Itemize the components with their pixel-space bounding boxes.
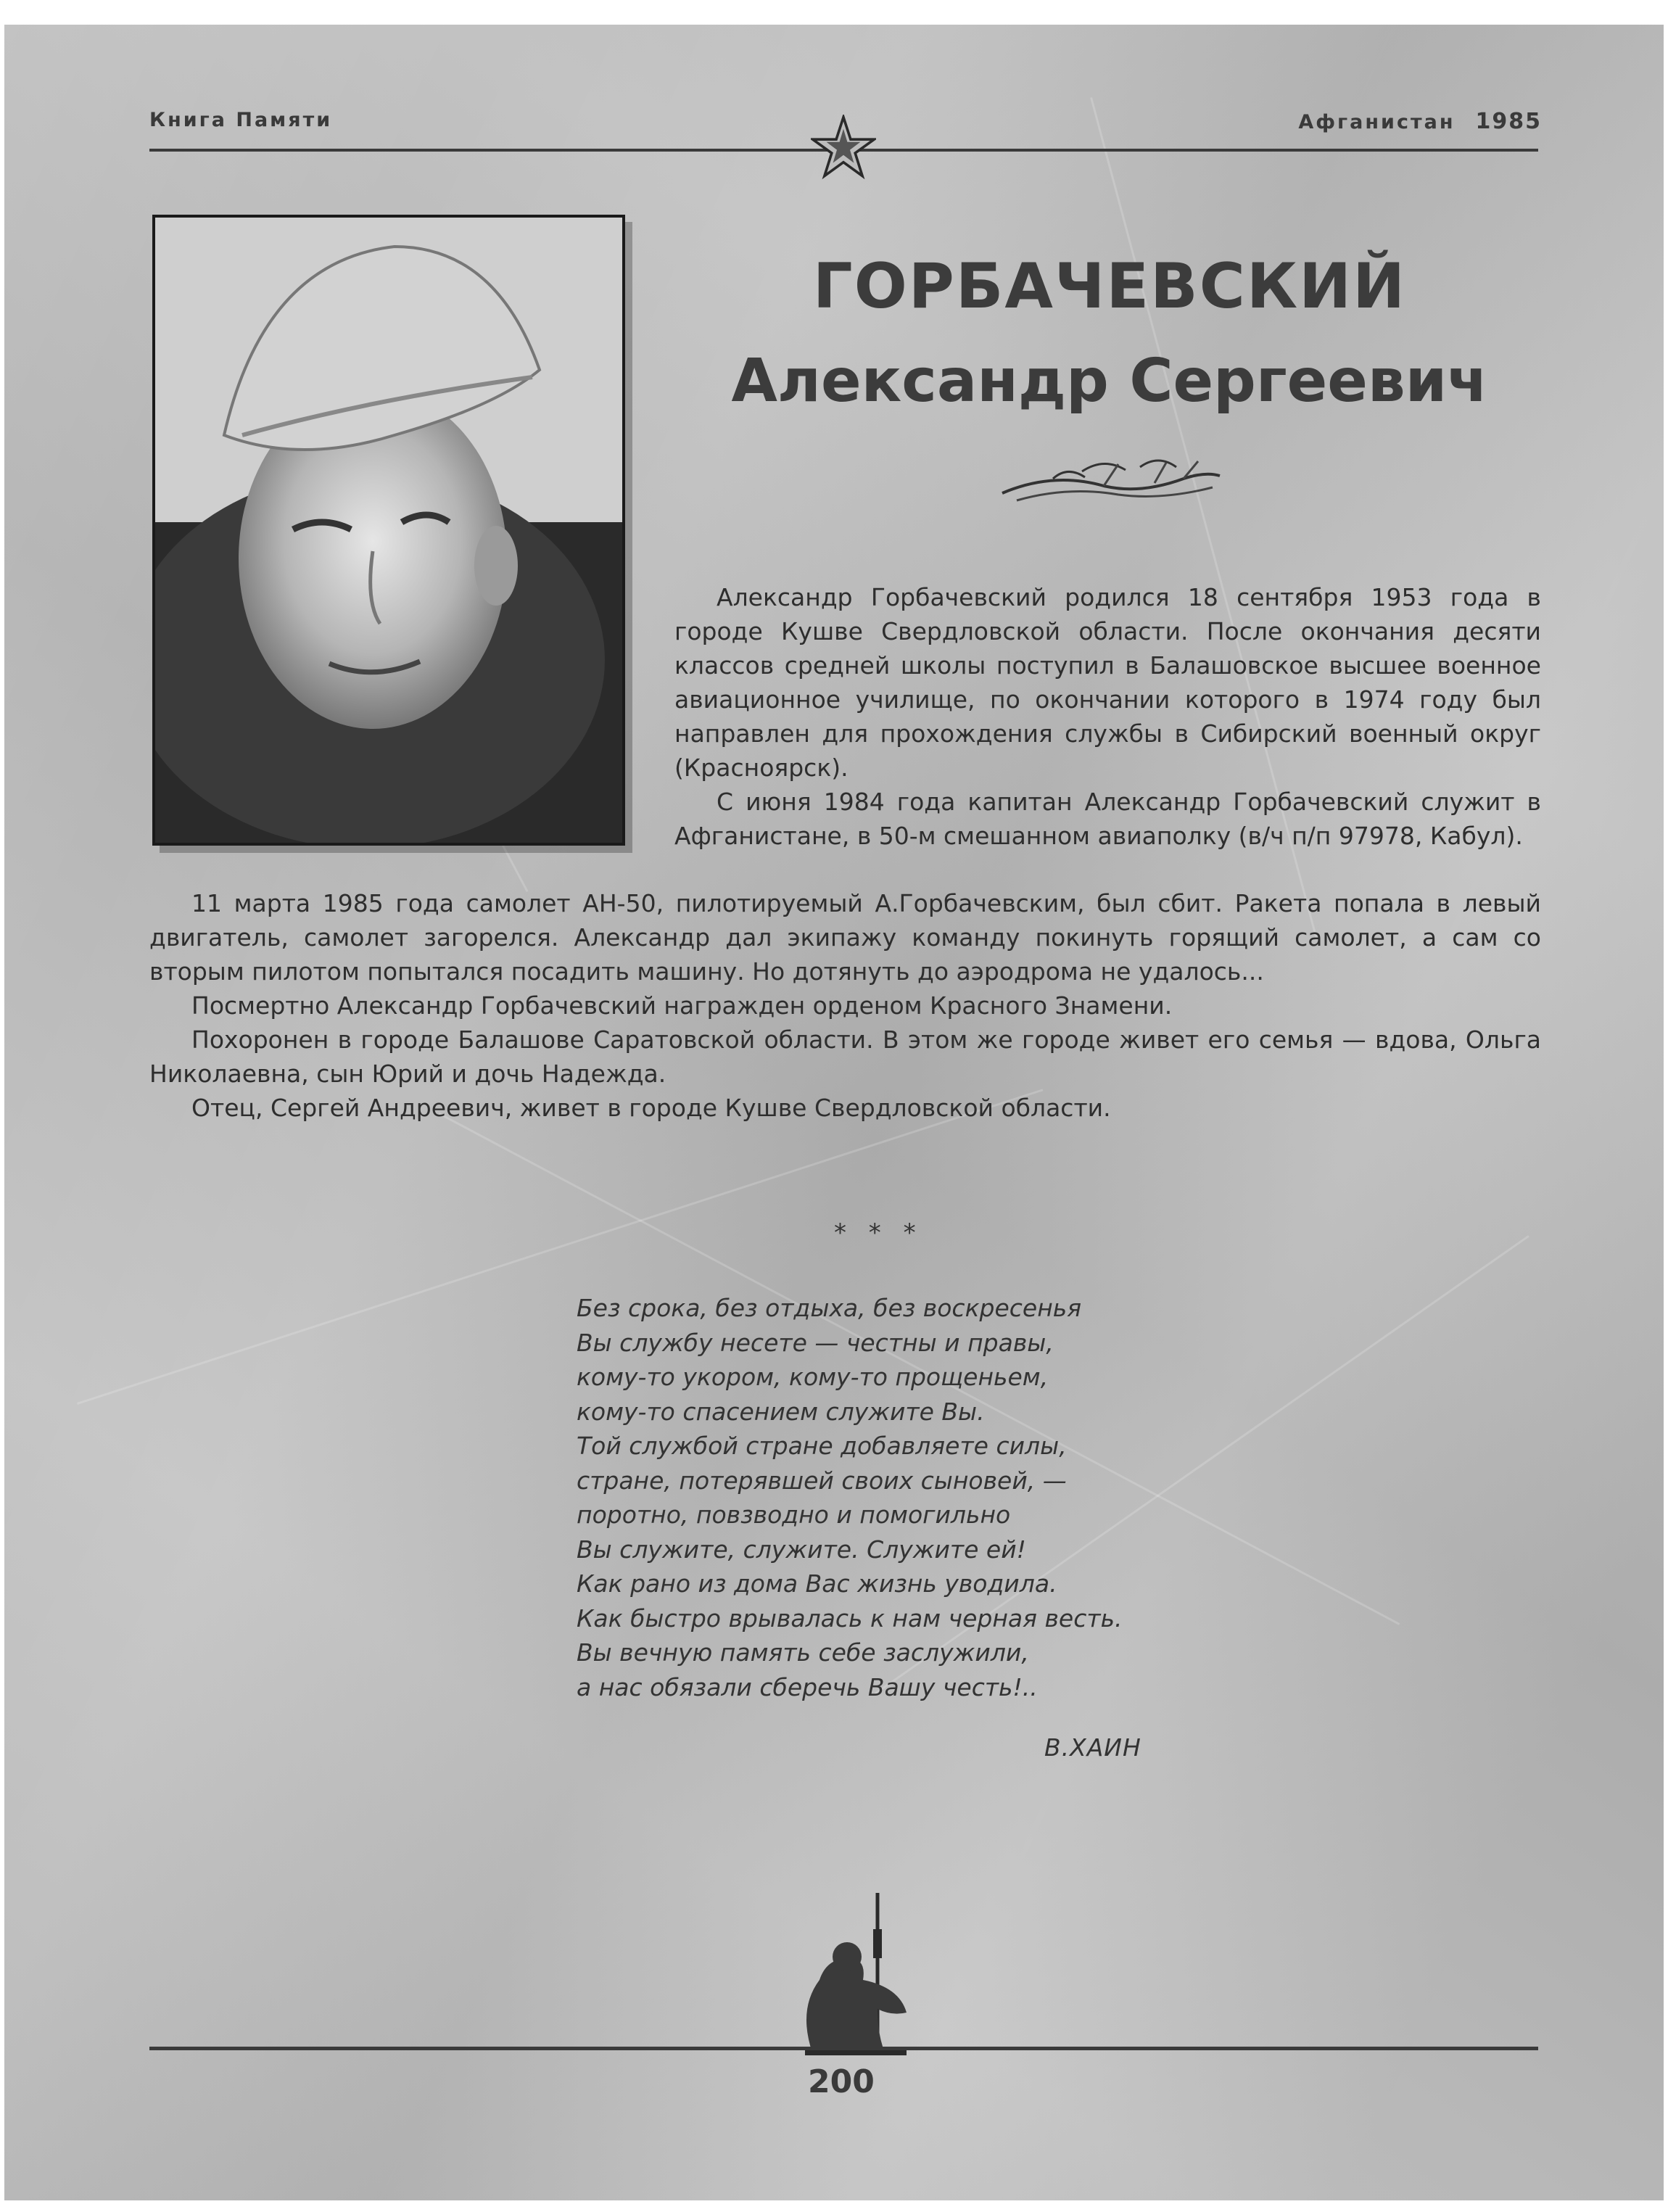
poem-line: Той службой стране добавляете силы,: [577, 1432, 1067, 1460]
person-surname: ГОРБАЧЕВСКИЙ: [812, 250, 1407, 323]
header-place: Афганистан: [1298, 111, 1456, 133]
running-header-right: [1298, 109, 1542, 134]
poem-line: Как быстро врывалась к нам черная весть.: [577, 1604, 1123, 1633]
star-icon: [811, 115, 876, 180]
soldier-monument-icon: [769, 1886, 928, 2060]
poem-line: кому-то спасением служите Вы.: [577, 1397, 985, 1426]
poem-line: стране, потерявшей своих сыновей, —: [577, 1466, 1067, 1495]
section-separator: * * *: [834, 1218, 923, 1247]
bio-text-full: [149, 886, 1541, 1125]
poem-line: Вы вечную память себе заслужили,: [577, 1638, 1029, 1667]
bio-paragraph: Посмертно Александр Горбачевский награжден орденом Красного Знамени.: [191, 991, 1173, 1020]
bio-paragraph: 11 марта 1985 года самолет АН-50, пилотируемый А.Горбачевским, был сбит. Ракета попала в левый двигатель, самолет загорелся. Александр дал экипажу команду покинуть горящий самолет, а сам со вторым пилотом попытался посадить машину. Но дотянуть до аэродрома не удалось...: [149, 889, 1541, 986]
portrait-photo: [152, 215, 625, 846]
poem-author: В.ХАИН: [1044, 1733, 1141, 1762]
bio-paragraph: Отец, Сергей Андреевич, живет в городе Кушве Свердловской области.: [191, 1094, 1111, 1122]
poem-line: кому-то укором, кому-то прощеньем,: [577, 1363, 1049, 1391]
bio-paragraph: С июня 1984 года капитан Александр Горбачевский служит в Афганистане, в 50-м смешанном авиаполку (в/ч п/п 97978, Кабул).: [674, 788, 1541, 850]
person-given-names: Александр Сергеевич: [731, 347, 1488, 416]
poem-line: Без срока, без отдыха, без воскресенья: [577, 1294, 1082, 1322]
footer-rule: [149, 2047, 1538, 2050]
bio-paragraph: Александр Горбачевский родился 18 сентября 1953 года в городе Кушве Свердловской области. После окончания десяти классов средней школы поступил в Балашовское высшее военное авиационное училище, по окончании которого в 1974 году был направлен для прохождения службы в Сибирский военный округ (Красноярск).: [674, 583, 1541, 782]
poem-line: Как рано из дома Вас жизнь уводила.: [577, 1569, 1057, 1598]
page-number: 200: [808, 2063, 875, 2100]
header-year: 1985: [1475, 109, 1542, 134]
poem: [577, 1291, 1374, 1704]
poem-line: Вы службу несете — честны и правы,: [577, 1328, 1054, 1357]
bio-text-wrapped: [674, 580, 1541, 853]
portrait-illustration: [155, 218, 622, 843]
flourish-ornament: [995, 450, 1227, 508]
running-header-left: Книга Памяти: [149, 109, 333, 131]
poem-line: Вы служите, служите. Служите ей!: [577, 1535, 1026, 1564]
bio-paragraph: Похоронен в городе Балашове Саратовской области. В этом же городе живет его семья — вдова, Ольга Николаевна, сын Юрий и дочь Надежда.: [149, 1025, 1541, 1088]
poem-line: поротно, повзводно и помогильно: [577, 1501, 1011, 1529]
poem-line: а нас обязали сберечь Вашу честь!..: [577, 1672, 1038, 1701]
